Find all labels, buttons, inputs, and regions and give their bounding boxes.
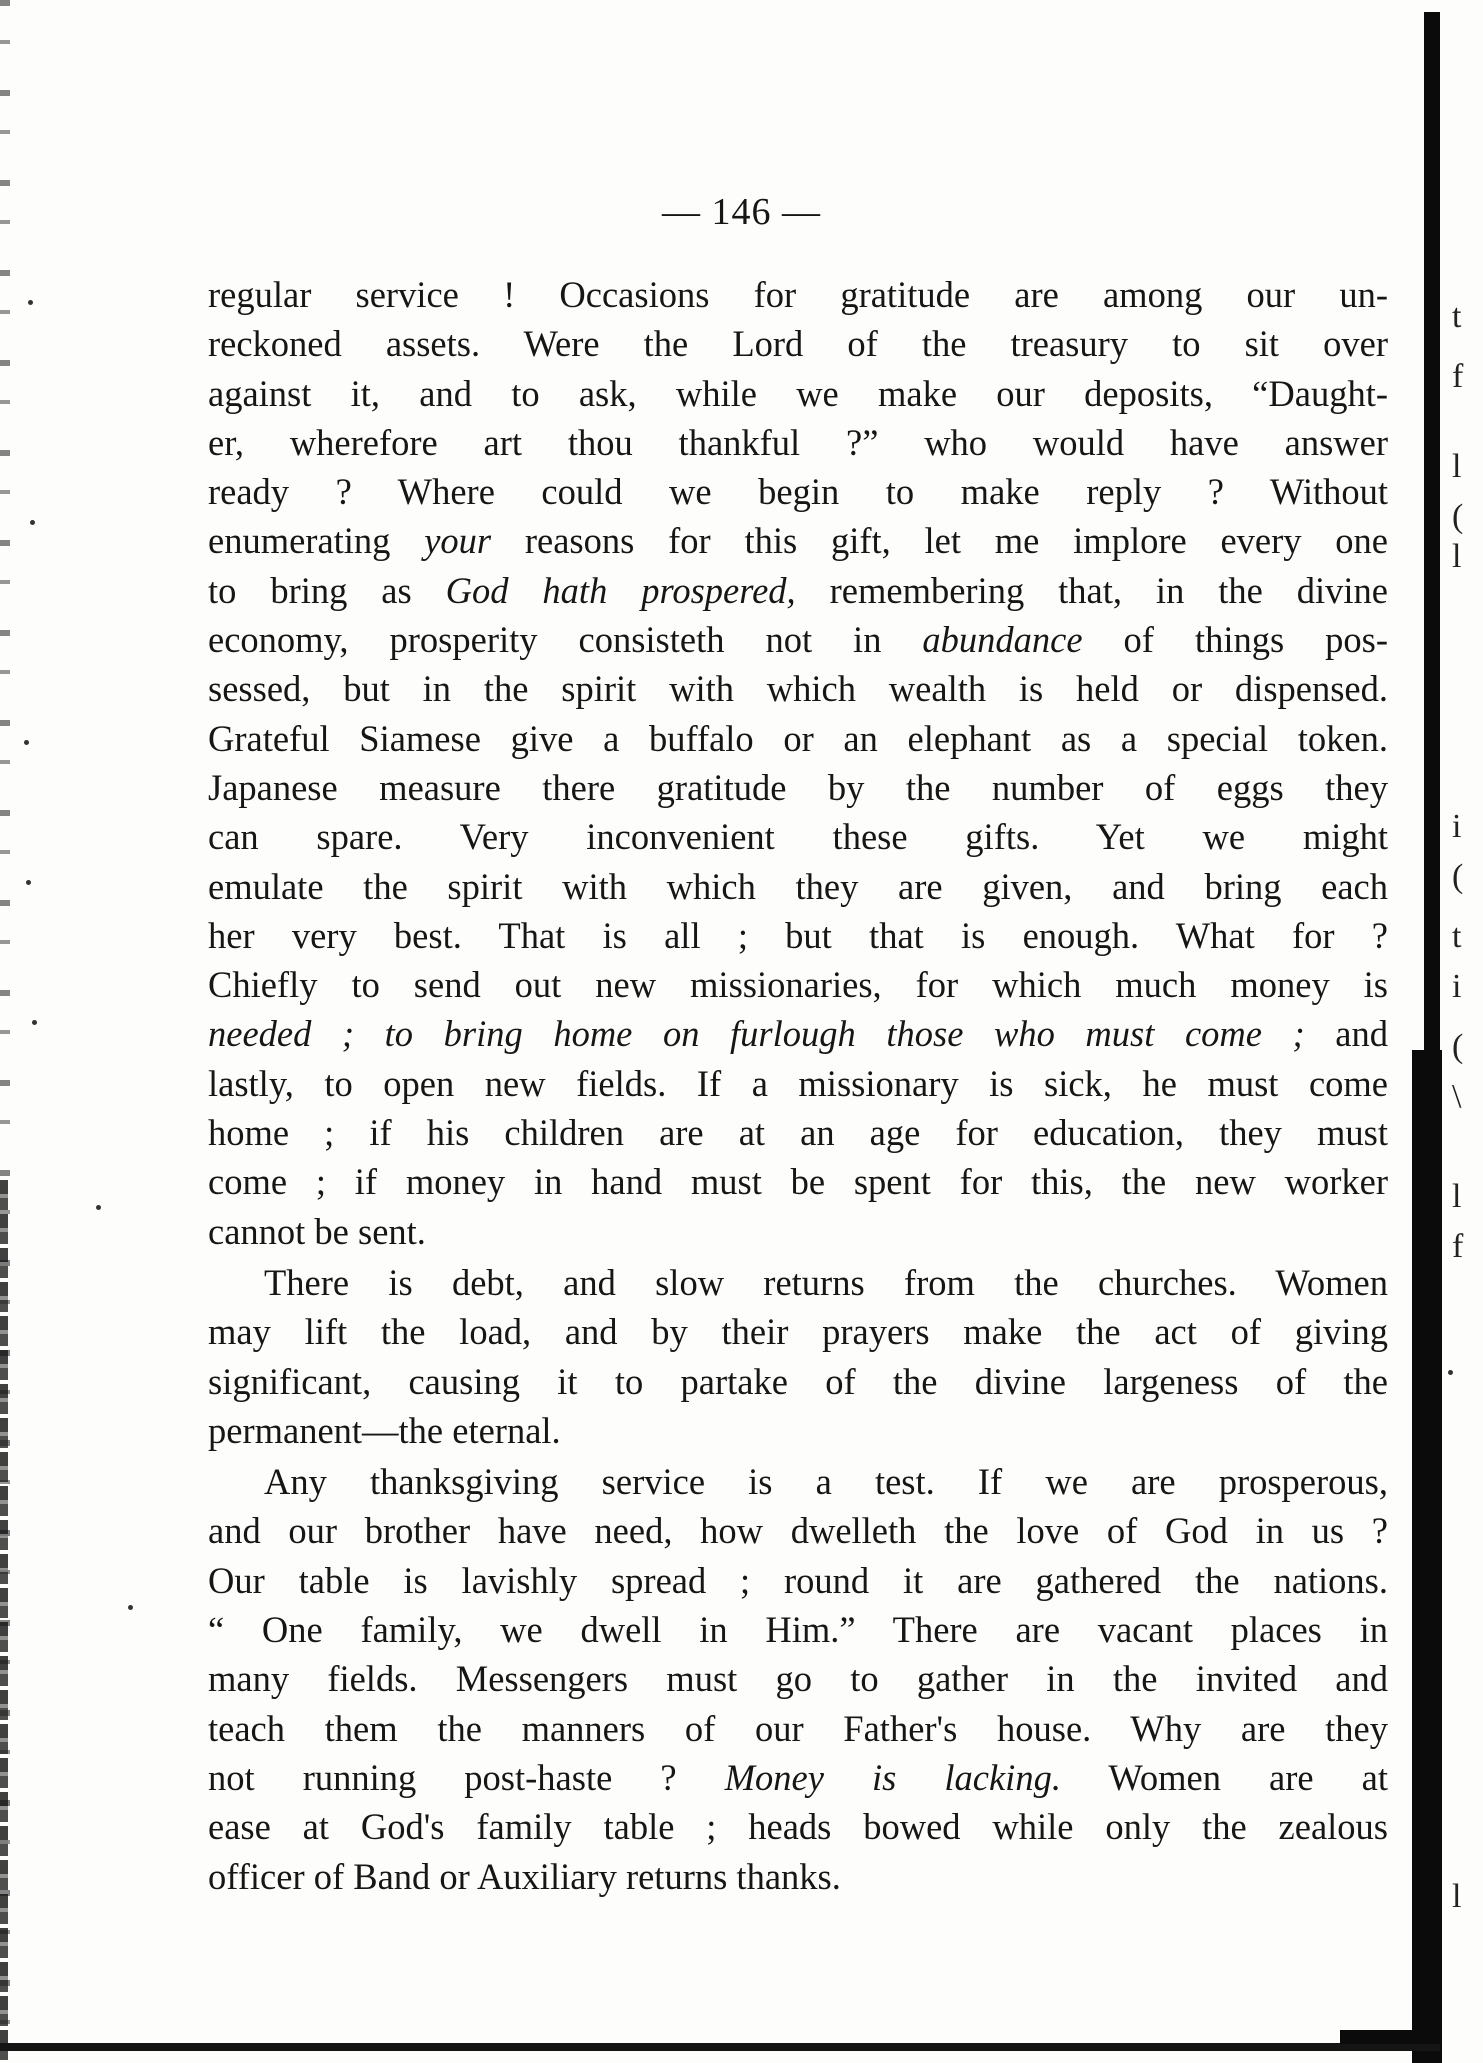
text-line xyxy=(208,1852,1388,1901)
text-line xyxy=(208,812,1388,861)
adjacent-page-glyph: l xyxy=(1452,1878,1462,1915)
text-line xyxy=(208,911,1388,960)
text-run: reckoned assets. Were the Lord of the treasury to sit over xyxy=(208,323,1388,365)
scan-speck xyxy=(24,740,29,745)
text-line xyxy=(208,1406,1388,1455)
text-run: enumerating xyxy=(208,520,425,562)
text-line xyxy=(208,1556,1388,1605)
text-line xyxy=(208,369,1388,418)
adjacent-page-glyph: ( xyxy=(1452,858,1464,895)
body-text xyxy=(208,270,1388,1901)
italic-text: Money is lacking. xyxy=(724,1756,1061,1798)
text-run: ready ? Where could we begin to make reply ? Without xyxy=(208,471,1388,513)
scan-speck xyxy=(1448,1370,1453,1375)
text-line xyxy=(208,862,1388,911)
scan-speck xyxy=(32,1020,37,1025)
adjacent-page-glyph: ( xyxy=(1452,498,1464,535)
page-number: — 146 — xyxy=(662,191,821,233)
text-line xyxy=(208,566,1388,615)
text-line xyxy=(208,319,1388,368)
text-line xyxy=(208,1654,1388,1703)
adjacent-page-glyph: l xyxy=(1452,448,1462,485)
scan-speck xyxy=(28,300,33,305)
adjacent-page-glyph: \ xyxy=(1452,1078,1462,1115)
text-line xyxy=(208,1307,1388,1356)
adjacent-page-glyph: i xyxy=(1452,808,1462,845)
text-line xyxy=(208,615,1388,664)
text-line xyxy=(208,664,1388,713)
text-run: regular service ! Occasions for gratitude are among our un- xyxy=(208,274,1388,315)
text-line xyxy=(208,763,1388,812)
text-line xyxy=(208,1704,1388,1753)
text-run: Women are at xyxy=(1060,1756,1388,1798)
adjacent-page-glyph: l xyxy=(1452,538,1462,575)
text-run: against it, and to ask, while we make our deposits, “Daught- xyxy=(208,372,1388,414)
text-line xyxy=(208,1207,1388,1256)
text-run: economy, prosperity consisteth not in xyxy=(208,619,923,661)
text-run: cannot be sent. xyxy=(208,1210,426,1252)
adjacent-page-glyph: l xyxy=(1452,1178,1462,1215)
text-line xyxy=(208,1753,1388,1802)
text-run: Grateful Siamese give a buffalo or an elephant as a special token. xyxy=(208,717,1388,759)
scan-speck xyxy=(30,520,35,525)
text-line xyxy=(208,516,1388,565)
scan-speck xyxy=(128,1605,133,1610)
text-line xyxy=(208,1108,1388,1157)
text-line xyxy=(208,714,1388,763)
text-line xyxy=(208,1059,1388,1108)
text-run: of things pos- xyxy=(1082,619,1388,661)
text-run: “ One family, we dwell in Him.” There are vacant places in xyxy=(208,1609,1388,1651)
text-run: lastly, to open new fields. If a missionary is sick, he must come xyxy=(208,1062,1388,1104)
adjacent-page-glyph: t xyxy=(1452,298,1462,335)
text-run: emulate the spirit with which they are given, and bring each xyxy=(208,865,1388,907)
italic-text: abundance xyxy=(922,619,1083,661)
text-line xyxy=(208,1802,1388,1851)
text-run: and xyxy=(1304,1013,1388,1055)
adjacent-page-glyph: f xyxy=(1452,1228,1464,1265)
text-line xyxy=(208,1258,1388,1307)
italic-text: your xyxy=(424,520,492,562)
text-line xyxy=(208,1009,1388,1058)
text-run: home ; if his children are at an age for education, they must xyxy=(208,1112,1388,1154)
text-run: not running post-haste ? xyxy=(208,1756,725,1798)
text-run: officer of Band or Auxiliary returns thanks. xyxy=(208,1855,841,1897)
paragraph xyxy=(208,1258,1388,1455)
text-run: ease at God's family table ; heads bowed while only the zealous xyxy=(208,1806,1388,1848)
text-run: many fields. Messengers must go to gather in the invited and xyxy=(208,1658,1388,1700)
text-line xyxy=(208,418,1388,467)
text-line xyxy=(208,1506,1388,1555)
text-run: come ; if money in hand must be spent for this, the new worker xyxy=(208,1161,1388,1203)
page-gutter-shadow-lower xyxy=(1412,1050,1442,2063)
text-run: er, wherefore art thou thankful ?” who would have answer xyxy=(208,421,1388,463)
adjacent-page-glyph: ( xyxy=(1452,1028,1464,1065)
text-run: permanent—the eternal. xyxy=(208,1409,561,1451)
scan-speck xyxy=(26,880,31,885)
text-run: remembering that, in the divine xyxy=(795,569,1388,611)
adjacent-page-glyph: i xyxy=(1452,968,1462,1005)
scan-left-edge-dark xyxy=(0,1180,8,2060)
text-run: reasons for this gift, let me implore every one xyxy=(491,520,1388,562)
adjacent-page-glyph: f xyxy=(1452,358,1464,395)
text-line xyxy=(208,1357,1388,1406)
text-run: to bring as xyxy=(208,569,446,611)
page-bottom-corner xyxy=(1340,2030,1440,2044)
text-run: Any thanksgiving service is a test. If we are prosperous, xyxy=(264,1461,1388,1503)
text-run: may lift the load, and by their prayers make the act of giving xyxy=(208,1311,1388,1353)
italic-text: needed ; to bring home on furlough those who must come ; xyxy=(208,1013,1305,1055)
text-run: and our brother have need, how dwelleth the love of God in us ? xyxy=(208,1510,1388,1552)
adjacent-page-glyph: t xyxy=(1452,918,1462,955)
text-run: sessed, but in the spirit with which wealth is held or dispensed. xyxy=(208,668,1388,710)
text-run: Chiefly to send out new missionaries, for which much money is xyxy=(208,964,1388,1006)
text-run: her very best. That is all ; but that is enough. What for ? xyxy=(208,914,1388,956)
page-bottom-edge xyxy=(0,2043,1440,2051)
text-line xyxy=(208,1605,1388,1654)
scan-speck xyxy=(96,1205,101,1210)
text-run: Our table is lavishly spread ; round it are gathered the nations. xyxy=(208,1559,1388,1601)
text-line xyxy=(208,467,1388,516)
paragraph xyxy=(208,1457,1388,1901)
paragraph xyxy=(208,270,1388,1256)
text-run: teach them the manners of our Father's house. Why are they xyxy=(208,1707,1388,1749)
text-line xyxy=(208,1457,1388,1506)
text-line xyxy=(208,1157,1388,1206)
text-line xyxy=(208,960,1388,1009)
italic-text: God hath prospered, xyxy=(445,569,796,611)
text-run: Japanese measure there gratitude by the number of eggs they xyxy=(208,766,1388,808)
text-run: can spare. Very inconvenient these gifts. Yet we might xyxy=(208,816,1388,858)
text-run: There is debt, and slow returns from the churches. Women xyxy=(264,1261,1388,1303)
text-line xyxy=(208,270,1388,319)
text-run: significant, causing it to partake of the divine largeness of the xyxy=(208,1360,1388,1402)
